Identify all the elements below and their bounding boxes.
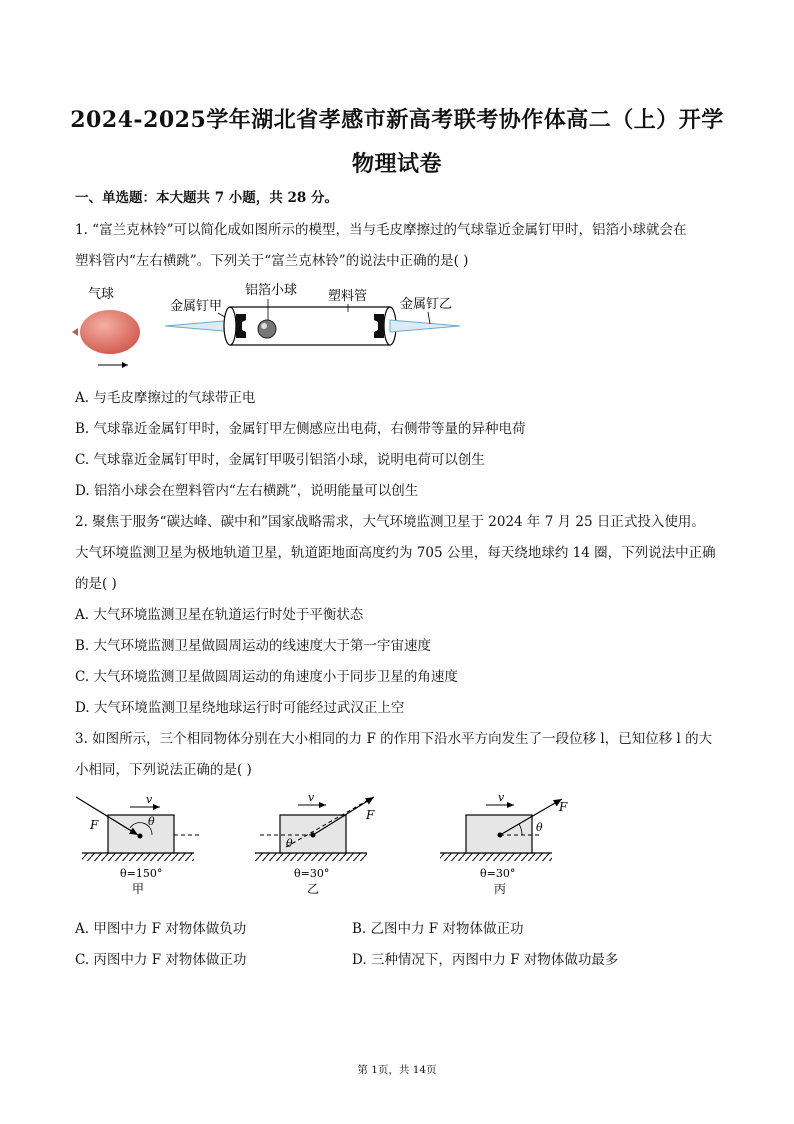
- q1-stem-line1: 1. “富兰克林铃”可以简化成如图所示的模型，当与毛皮摩擦过的气球靠近金属钉甲时，铝箔小球就会在: [75, 222, 687, 238]
- label-nail-b: 金属钉乙: [400, 297, 453, 312]
- v-label-jia: v: [146, 793, 153, 806]
- label-nail-a: 金属钉甲: [170, 299, 223, 314]
- q3-option-d: D. 三种情况下，丙图中力 F 对物体做功最多: [352, 952, 619, 968]
- f-label-jia: F: [90, 818, 99, 832]
- page-footer: 第 1页，共 14页: [357, 1064, 437, 1076]
- section-heading: 一、单选题：本大题共 7 小题，共 28 分。: [75, 190, 338, 206]
- label-balloon: 气球: [88, 287, 115, 302]
- angle-label-jia: θ=150°: [120, 867, 163, 880]
- label-tube: 塑料管: [328, 289, 368, 304]
- q1-stem-line2: 塑料管内“左右横跳”。下列关于“富兰克林铃”的说法中正确的是( ): [75, 253, 469, 269]
- theta-label-yi: θ: [286, 837, 293, 850]
- theta-label-jia: θ: [148, 815, 155, 828]
- q2-option-a: A. 大气环境监测卫星在轨道运行时处于平衡状态: [75, 607, 364, 623]
- name-label-jia: 甲: [132, 882, 145, 896]
- foil-ball-shape: [258, 320, 276, 338]
- q1-option-c: C. 气球靠近金属钉甲时，金属钉甲吸引铝箔小球，说明电荷可以创生: [75, 452, 485, 468]
- q2-stem-line3: 的是( ): [75, 576, 117, 592]
- f-label-bing: F: [559, 800, 568, 814]
- figure-yi: [255, 791, 375, 896]
- label-foil-ball: 铝箔小球: [245, 283, 298, 298]
- name-label-yi: 乙: [307, 882, 320, 896]
- theta-label-bing: θ: [536, 821, 543, 834]
- paper-title-line2: 物理试卷: [351, 151, 442, 177]
- q3-option-b: B. 乙图中力 F 对物体做正功: [352, 921, 524, 937]
- q2-option-b: B. 大气环境监测卫星做圆周运动的线速度大于第一宇宙速度: [75, 638, 432, 654]
- angle-label-yi: θ=30°: [294, 867, 330, 880]
- balloon-shape: [72, 310, 140, 354]
- q1-option-a: A. 与毛皮摩擦过的气球带正电: [75, 390, 256, 406]
- paper-title-line1: 2024-2025学年湖北省孝感市新高考联考协作体高二（上）开学: [70, 107, 724, 133]
- name-label-bing: 丙: [494, 882, 507, 896]
- franklin-bell-figure: [70, 280, 470, 370]
- v-label-bing: v: [498, 791, 505, 804]
- q1-option-b: B. 气球靠近金属钉甲时，金属钉甲左侧感应出电荷，右侧带等量的异种电荷: [75, 421, 526, 437]
- q2-stem-line1: 2. 聚焦于服务“碳达峰、碳中和”国家战略需求，大气环境监测卫星于 2024 年 7 月 25 日正式投入使用。: [75, 514, 705, 530]
- q3-option-a: A. 甲图中力 F 对物体做负功: [75, 921, 247, 937]
- q3-stem-line1: 3. 如图所示，三个相同物体分别在大小相同的力 F 的作用下沿水平方向发生了一段位移 l，已知位移 l 的大: [75, 731, 713, 747]
- motion-arrow-head: [122, 362, 128, 368]
- q2-option-d: D. 大气环境监测卫星绕地球运行时可能经过武汉正上空: [75, 700, 405, 716]
- q3-option-c: C. 丙图中力 F 对物体做正功: [75, 952, 247, 968]
- q3-stem-line2: 小相同，下列说法正确的是( ): [75, 762, 252, 778]
- q1-option-d: D. 铝箔小球会在塑料管内“左右横跳”，说明能量可以创生: [75, 483, 419, 499]
- f-label-yi: F: [366, 808, 375, 822]
- q2-option-c: C. 大气环境监测卫星做圆周运动的角速度小于同步卫星的角速度: [75, 669, 458, 685]
- plastic-tube-shape: [224, 307, 396, 345]
- v-label-yi: v: [308, 791, 315, 804]
- figure-bing: [440, 791, 568, 896]
- q2-stem-line2: 大气环境监测卫星为极地轨道卫星，轨道距地面高度约为 705 公里，每天绕地球约 14 圈，下列说法中正确: [75, 545, 716, 561]
- angle-label-bing: θ=30°: [480, 867, 516, 880]
- nail-b-shape: [390, 320, 460, 332]
- figure-jia: [76, 793, 200, 896]
- force-diagrams: [70, 785, 590, 900]
